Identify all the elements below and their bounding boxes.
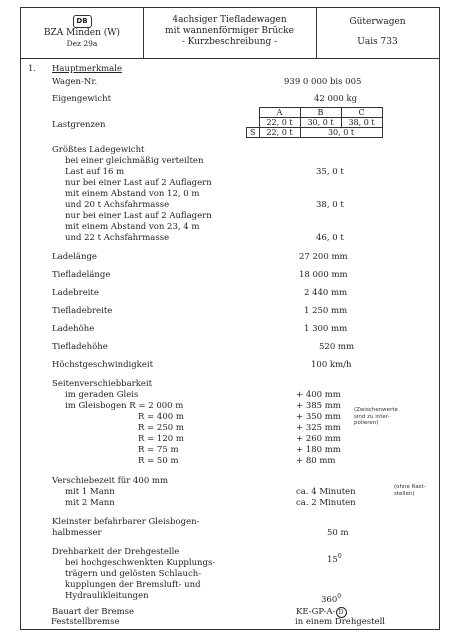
ladegewicht-line-1: Größtes Ladegewicht: [52, 145, 145, 155]
drehbarkeit-line-3: trägern und gelösten Schlauch-: [65, 569, 202, 579]
ladebreite-label: Ladebreite: [52, 288, 99, 298]
document-page: [20, 7, 440, 630]
drehbarkeit-line-5: Hydraulikleitungen: [65, 591, 149, 601]
ladelaenge-value: 27 200 mm: [299, 252, 348, 262]
feststellbremse-label: Feststellbremse: [51, 617, 120, 627]
drehbarkeit-value-1: [327, 553, 342, 565]
db-logo-icon: DB: [73, 15, 92, 28]
tiefladelaenge-label: Tiefladelänge: [52, 270, 111, 280]
ladehoehe-label: Ladehöhe: [52, 324, 95, 334]
wagen-nr-value: 939 0 000 bis 005: [284, 77, 362, 87]
verschiebezeit-note: (ohne Rast- stellen): [394, 484, 426, 497]
verschiebezeit-line-2: mit 2 Mann: [65, 498, 115, 508]
ladegewicht-line-6: und 20 t Achsfahrmasse: [65, 200, 170, 210]
radius-row-4: R = 75 m: [138, 445, 179, 455]
ladegewicht-line-2: bei einer gleichmäßig verteilten: [65, 156, 204, 166]
circled-d-icon: D: [336, 607, 347, 618]
bremse-text: KE-GP-A-: [296, 607, 336, 617]
ladegewicht-line-5: mit einem Abstand von 12, 0 m: [65, 189, 200, 199]
sv-value-1: + 400 mm: [296, 390, 341, 400]
lt-row1-a: 22, 0 t: [259, 118, 300, 128]
radius-row-3: R = 120 m: [138, 434, 184, 444]
seitenverschiebbarkeit-sub2: im Gleisbogen R = 2 000 m: [65, 401, 184, 411]
seitenverschiebbarkeit-label: Seitenverschiebbarkeit: [52, 379, 153, 389]
title-line-1: 4achsiger Tiefladewagen: [172, 15, 287, 25]
tiefladehoehe-label: Tiefladehöhe: [52, 342, 108, 352]
ladebreite-value: 2 440 mm: [304, 288, 348, 298]
drehbarkeit-value-2: [321, 593, 341, 605]
degree-sup-1: 0: [337, 553, 342, 560]
sv-value-3: + 350 mm: [296, 412, 341, 422]
lt-header-b: B: [300, 108, 341, 118]
ladegewicht-line-7: nur bei einer Last auf 2 Auflagern: [65, 211, 212, 221]
drehbarkeit-v1: 15: [327, 554, 338, 565]
lastgrenzen-label: Lastgrenzen: [52, 120, 106, 130]
gleisbogen-line-2: halbmesser: [52, 528, 102, 538]
header-category: [316, 8, 439, 58]
wagen-nr-label: Wagen-Nr.: [52, 77, 98, 87]
gleisbogen-line-1: Kleinster befahrbarer Gleisbogen-: [52, 517, 200, 527]
tiefladehoehe-value: 520 mm: [319, 342, 355, 352]
office-name: BZA Minden (W): [43, 28, 121, 38]
sv-value-6: + 180 mm: [296, 445, 341, 455]
seitenverschiebbarkeit-sub1: im geraden Gleis: [65, 390, 139, 400]
verschiebezeit-value-1: ca. 4 Minuten: [296, 487, 356, 497]
ladehoehe-value: 1 300 mm: [304, 324, 348, 334]
header-title: [143, 8, 317, 58]
tiefladelaenge-value: 18 000 mm: [299, 270, 348, 280]
lastgrenzen-table: [246, 107, 383, 138]
lt-row1-c: 38, 0 t: [341, 118, 382, 128]
radius-row-5: R = 50 m: [138, 456, 179, 466]
wagon-class: Uais 733: [357, 37, 398, 47]
sv-value-5: + 260 mm: [296, 434, 341, 444]
bremse-label: Bauart der Bremse: [52, 607, 135, 617]
lt-header-c: C: [341, 108, 382, 118]
section-title: Hauptmerkmale: [52, 64, 122, 74]
drehbarkeit-line-4: kupplungen der Bremsluft- und: [65, 580, 201, 590]
ladegewicht-line-9: und 22 t Achsfahrmasse: [65, 233, 170, 243]
ladegewicht-line-8: mit einem Abstand von 23, 4 m: [65, 222, 200, 232]
header: [21, 8, 439, 59]
office-dept: Dez 29a: [66, 39, 98, 48]
eigengewicht-value: 42 000 kg: [314, 94, 358, 104]
verschiebezeit-label: Verschiebezeit für 400 mm: [52, 476, 169, 486]
sv-value-2: + 385 mm: [296, 401, 341, 411]
section-number: 1.: [28, 64, 37, 74]
lt-row2-bc: 30, 0 t: [300, 128, 382, 138]
hoechstgeschw-value: 100 km/h: [311, 360, 352, 370]
lt-header-a: A: [259, 108, 300, 118]
ladegewicht-line-3: Last auf 16 m: [65, 167, 125, 177]
ladelaenge-label: Ladelänge: [52, 252, 97, 262]
title-line-2: mit wannenförmiger Brücke: [165, 26, 294, 36]
gleisbogen-value: 50 m: [327, 528, 349, 538]
tiefladebreite-label: Tiefladebreite: [52, 306, 113, 316]
ladegewicht-line-4: nur bei einer Last auf 2 Auflagern: [65, 178, 212, 188]
eigengewicht-label: Eigengewicht: [52, 94, 111, 104]
title-line-3: - Kurzbeschreibung -: [181, 37, 278, 47]
sv-note: (Zwischenwerte sind zu inter- polieren): [354, 407, 398, 426]
drehbarkeit-line-1: Drehbarkeit der Drehgestelle: [52, 547, 180, 557]
lt-row2-a: 22, 0 t: [259, 128, 300, 138]
ladegewicht-value-2: 38, 0 t: [316, 200, 344, 210]
ladegewicht-value-1: 35, 0 t: [316, 167, 344, 177]
sv-value-7: + 80 mm: [296, 456, 336, 466]
ladegewicht-value-3: 46, 0 t: [316, 233, 344, 243]
radius-row-1: R = 400 m: [138, 412, 184, 422]
category: Güterwagen: [349, 17, 406, 27]
verschiebezeit-line-1: mit 1 Mann: [65, 487, 115, 497]
degree-sup-2: 0: [337, 593, 342, 600]
lt-row2-marker: S: [247, 128, 260, 138]
feststellbremse-value: in einem Drehgestell: [295, 617, 386, 627]
radius-row-2: R = 250 m: [138, 423, 184, 433]
hoechstgeschw-label: Höchstgeschwindigkeit: [52, 360, 153, 370]
header-office: [21, 8, 144, 58]
drehbarkeit-v2: 360: [321, 594, 338, 605]
verschiebezeit-value-2: ca. 2 Minuten: [296, 498, 356, 508]
tiefladebreite-value: 1 250 mm: [304, 306, 348, 316]
sv-value-4: + 325 mm: [296, 423, 341, 433]
lt-row1-b: 30, 0 t: [300, 118, 341, 128]
drehbarkeit-line-2: bei hochgeschwenkten Kupplungs-: [65, 558, 216, 568]
